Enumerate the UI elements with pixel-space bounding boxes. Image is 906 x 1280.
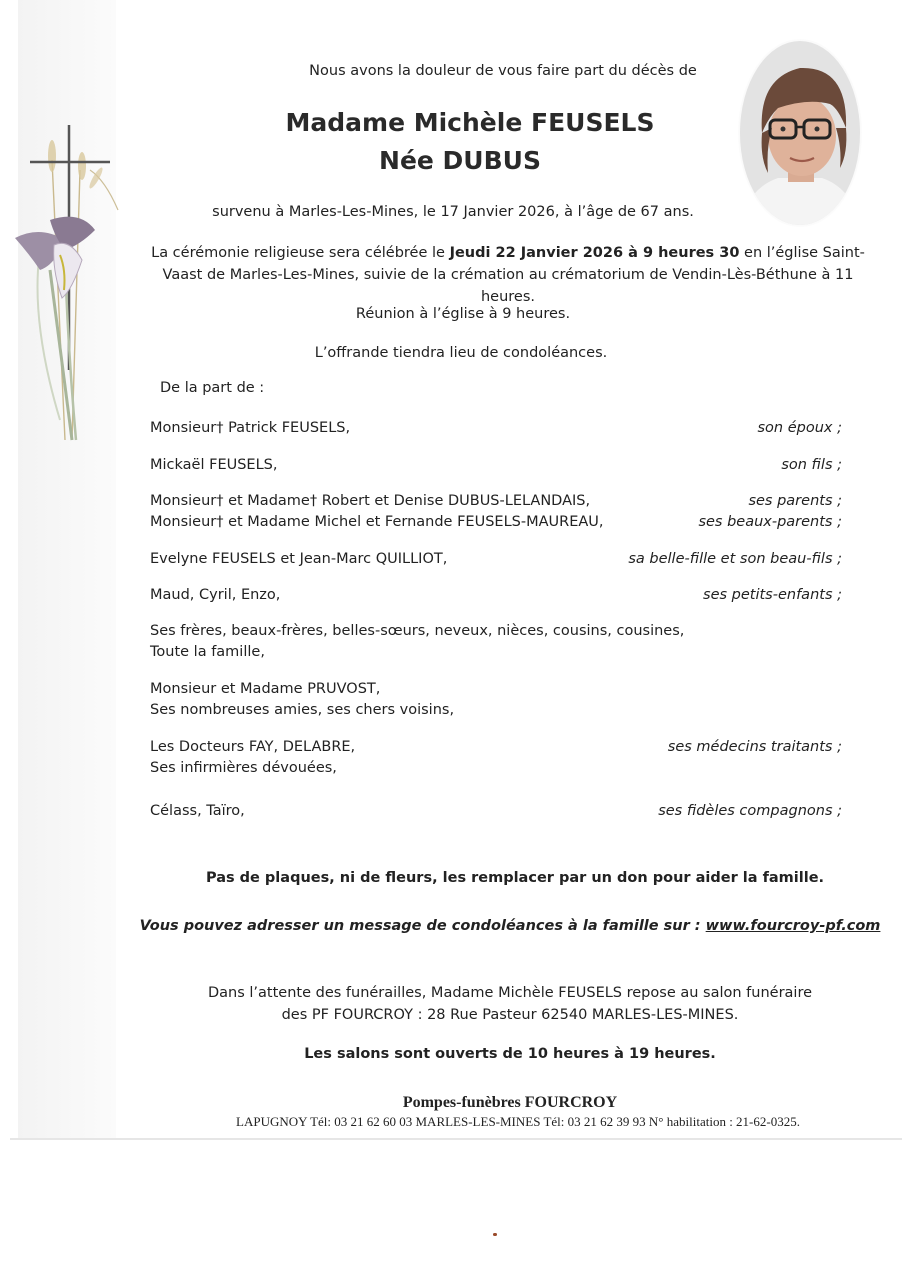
relative-names [150, 549, 447, 570]
relative-name-line: Monsieur† et Madame Michel et Fernande FEUSELS-MAUREAU, [150, 514, 604, 530]
relationship-label [628, 549, 842, 570]
relationship-label [698, 491, 842, 533]
condolence-text: Vous pouvez adresser un message de condoléances à la famille sur : [139, 918, 706, 934]
relative-name-line: Maud, Cyril, Enzo, [150, 587, 281, 603]
funeral-home-name: Pompes-funèbres FOURCROY [402, 1094, 618, 1111]
intro-line: Nous avons la douleur de vous faire part du décès de [309, 63, 697, 79]
relative-names [150, 801, 245, 822]
relative-names [150, 737, 355, 779]
relative-names [150, 491, 604, 533]
relative-names [150, 621, 684, 663]
relationship-line: son époux ; [757, 420, 842, 436]
relationship-line: ses parents ; [748, 493, 842, 509]
offering-line: L’offrande tiendra lieu de condoléances. [314, 345, 608, 361]
relationship-line: ses fidèles compagnons ; [658, 803, 842, 819]
relative-name-line: Ses frères, beaux-frères, belles-sœurs, neveux, nièces, cousins, cousines, [150, 623, 685, 639]
relative-name-line: Toute la famille, [150, 644, 265, 660]
death-notice: survenu à Marles-Les-Mines, le 17 Janvier 2026, à l’âge de 67 ans. [212, 204, 694, 220]
relationship-line: sa belle-fille et son beau-fils ; [628, 551, 842, 567]
salon-line-2: des PF FOURCROY : 28 Rue Pasteur 62540 MARLES-LES-MINES. [281, 1007, 739, 1023]
condolence-link[interactable]: www.fourcroy-pf.com [705, 918, 881, 934]
relative-name-line: Ses infirmières dévouées, [150, 760, 337, 776]
relationship-label [703, 585, 842, 606]
ceremony-suffix: en l’église Saint-Vaast de Marles-Les-Mines, suivie de la crémation au crématorium de Vendin-Lès-Béthune à 11 heures. [162, 245, 865, 305]
reunion-line: Réunion à l’église à 9 heures. [355, 306, 571, 322]
relative-name-line: Célass, Taïro, [150, 803, 245, 819]
ceremony-prefix: La cérémonie religieuse sera célébrée le [151, 245, 450, 261]
salon-notice [0, 982, 906, 1026]
condolence-message [0, 918, 906, 934]
relationship-line: ses beaux-parents ; [698, 514, 842, 530]
relative-name-line: Evelyne FEUSELS et Jean-Marc QUILLIOT, [150, 551, 448, 567]
ceremony-paragraph [138, 242, 878, 308]
salon-line-1: Dans l’attente des funérailles, Madame Michèle FEUSELS repose au salon funéraire [207, 985, 813, 1001]
funeral-home-contact: LAPUGNOY Tél: 03 21 62 60 03 MARLES-LES-MINES Tél: 03 21 62 39 93 N° habilitation : 21-62-0325. [236, 1114, 800, 1129]
relative-name-line: Ses nombreuses amies, ses chers voisins, [150, 702, 455, 718]
relationship-label [668, 737, 842, 758]
from-label: De la part de : [160, 380, 265, 396]
ceremony-date-time: Jeudi 22 Janvier 2026 à 9 heures 30 [449, 245, 740, 261]
relationship-label [658, 801, 842, 822]
relative-names [150, 585, 280, 606]
relative-names [150, 455, 277, 476]
deceased-name: Madame Michèle FEUSELS [285, 108, 655, 137]
maiden-name: Née DUBUS [379, 146, 541, 175]
relationship-line: son fils ; [781, 457, 842, 473]
relative-name-line: Monsieur† et Madame† Robert et Denise DUBUS-LELANDAIS, [150, 493, 591, 509]
opening-hours: Les salons sont ouverts de 10 heures à 19 heures. [304, 1046, 716, 1062]
relative-name-line: Mickaël FEUSELS, [150, 457, 278, 473]
relative-name-line: Monsieur et Madame PRUVOST, [150, 681, 381, 697]
bottom-divider [10, 1138, 902, 1140]
relative-name-line: Monsieur† Patrick FEUSELS, [150, 420, 351, 436]
relationship-line: ses médecins traitants ; [667, 739, 842, 755]
relationship-label [758, 418, 843, 439]
paper-speck [493, 1233, 497, 1236]
relative-names [150, 418, 350, 439]
relationship-label [781, 455, 842, 476]
relative-name-line: Les Docteurs FAY, DELABRE, [150, 739, 356, 755]
relationship-line: ses petits-enfants ; [703, 587, 842, 603]
no-flowers-notice: Pas de plaques, ni de fleurs, les remplacer par un don pour aider la famille. [205, 870, 825, 886]
relative-names [150, 679, 454, 721]
